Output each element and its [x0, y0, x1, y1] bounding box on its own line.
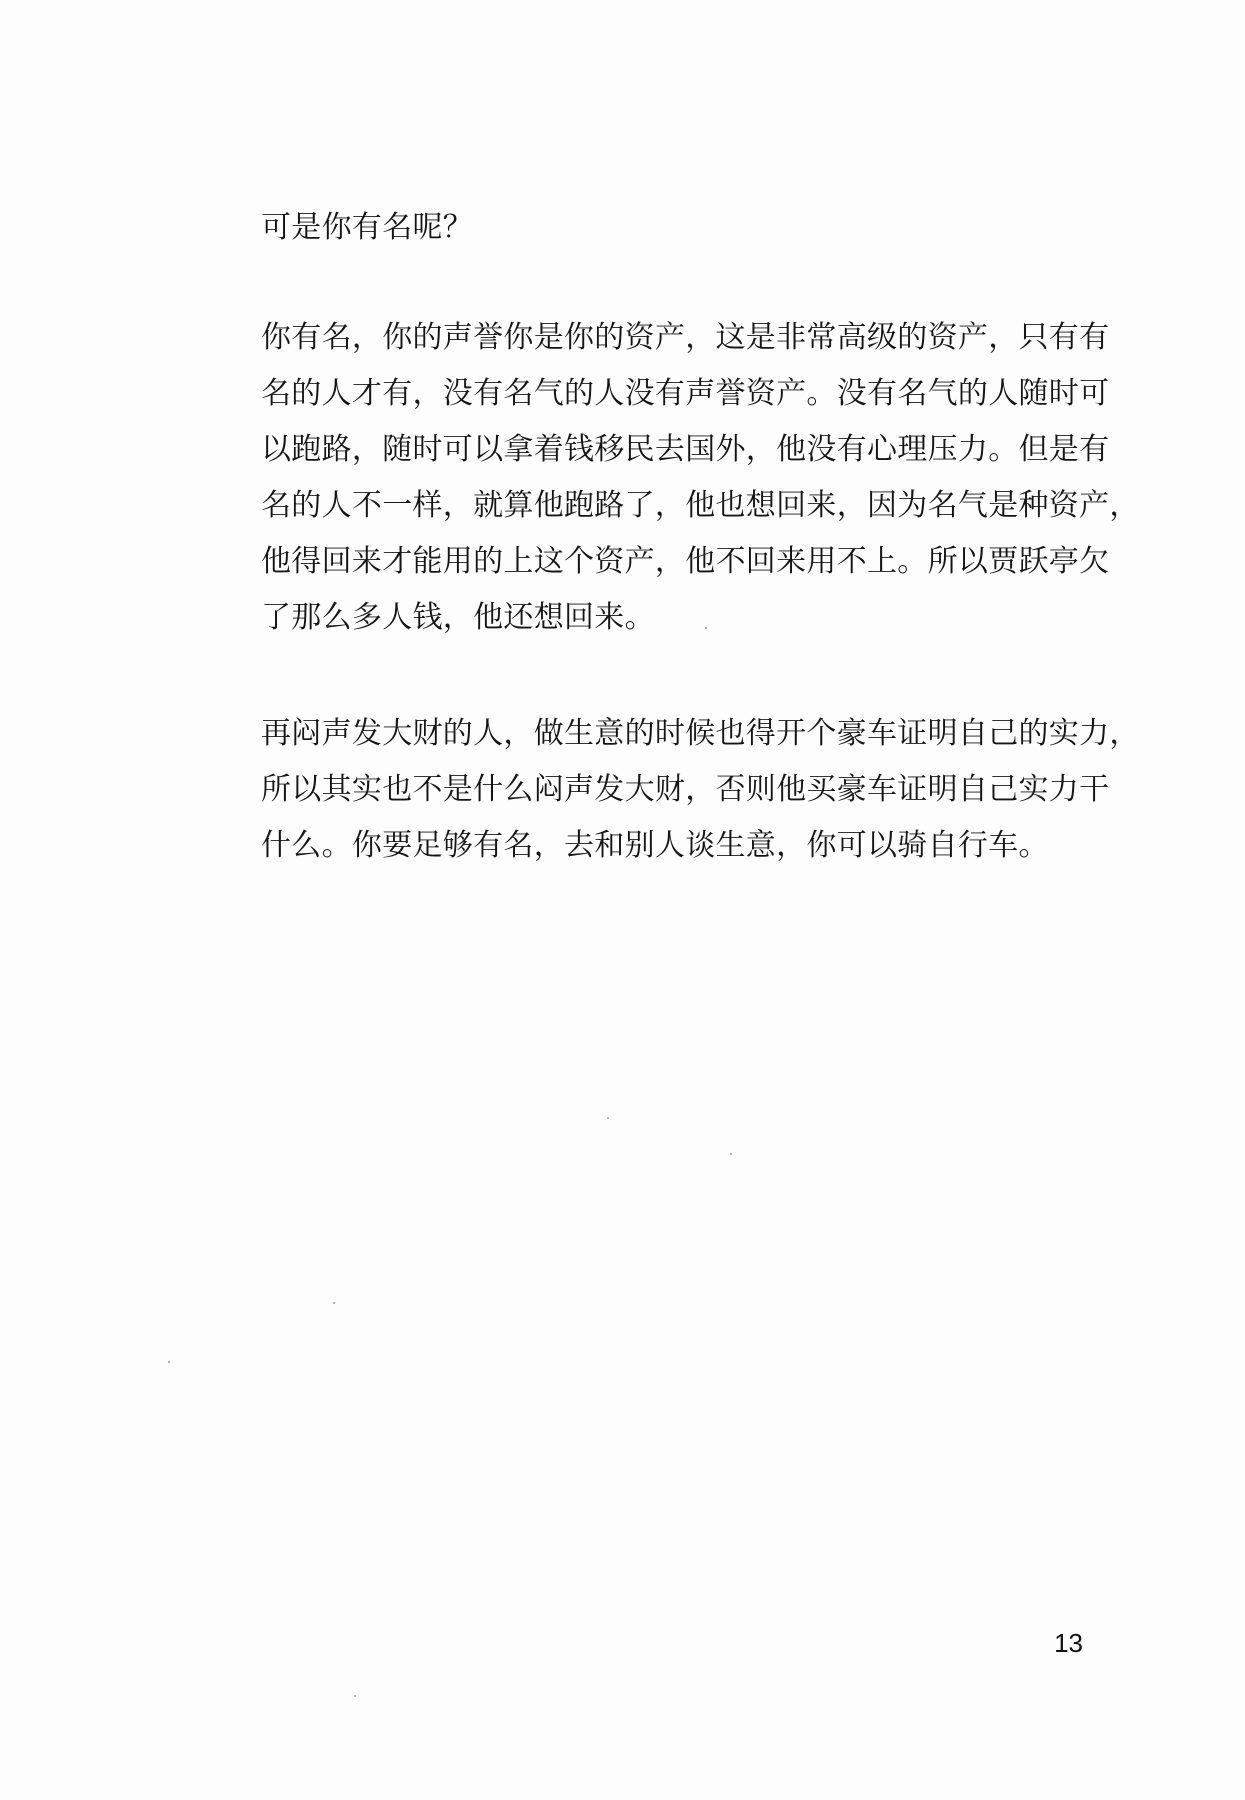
paragraph-line: 再闷声发大财的人，做生意的时候也得开个豪车证明自己的实力，	[261, 716, 1140, 751]
section-heading	[261, 200, 1081, 256]
scan-speck	[705, 627, 707, 629]
page-number: 13	[1054, 1628, 1083, 1658]
heading-line: 可是你有名呢？	[261, 210, 474, 245]
paragraph-1	[261, 310, 1140, 646]
paragraph-2	[261, 706, 1140, 874]
scan-speck	[333, 1302, 335, 1304]
paragraph-line: 以跑路，随时可以拿着钱移民去国外，他没有心理压力。但是有	[261, 432, 1110, 467]
scan-speck	[607, 1117, 609, 1119]
paragraph-line: 名的人不一样，就算他跑路了，他也想回来，因为名气是种资产，	[261, 488, 1140, 523]
scan-speck	[730, 1153, 732, 1155]
paragraph-line: 了那么多人钱，他还想回来。	[261, 600, 655, 635]
paragraph-line: 他得回来才能用的上这个资产，他不回来用不上。所以贾跃亭欠	[261, 544, 1110, 579]
scan-speck	[354, 1695, 356, 1697]
paragraph-line: 你有名，你的声誉你是你的资产，这是非常高级的资产，只有有	[261, 320, 1110, 355]
paragraph-line: 什么。你要足够有名，去和别人谈生意，你可以骑自行车。	[261, 828, 1049, 863]
paragraph-line: 所以其实也不是什么闷声发大财，否则他买豪车证明自己实力干	[261, 772, 1110, 807]
scan-speck	[168, 1361, 170, 1363]
paragraph-line: 名的人才有，没有名气的人没有声誉资产。没有名气的人随时可	[261, 376, 1110, 411]
